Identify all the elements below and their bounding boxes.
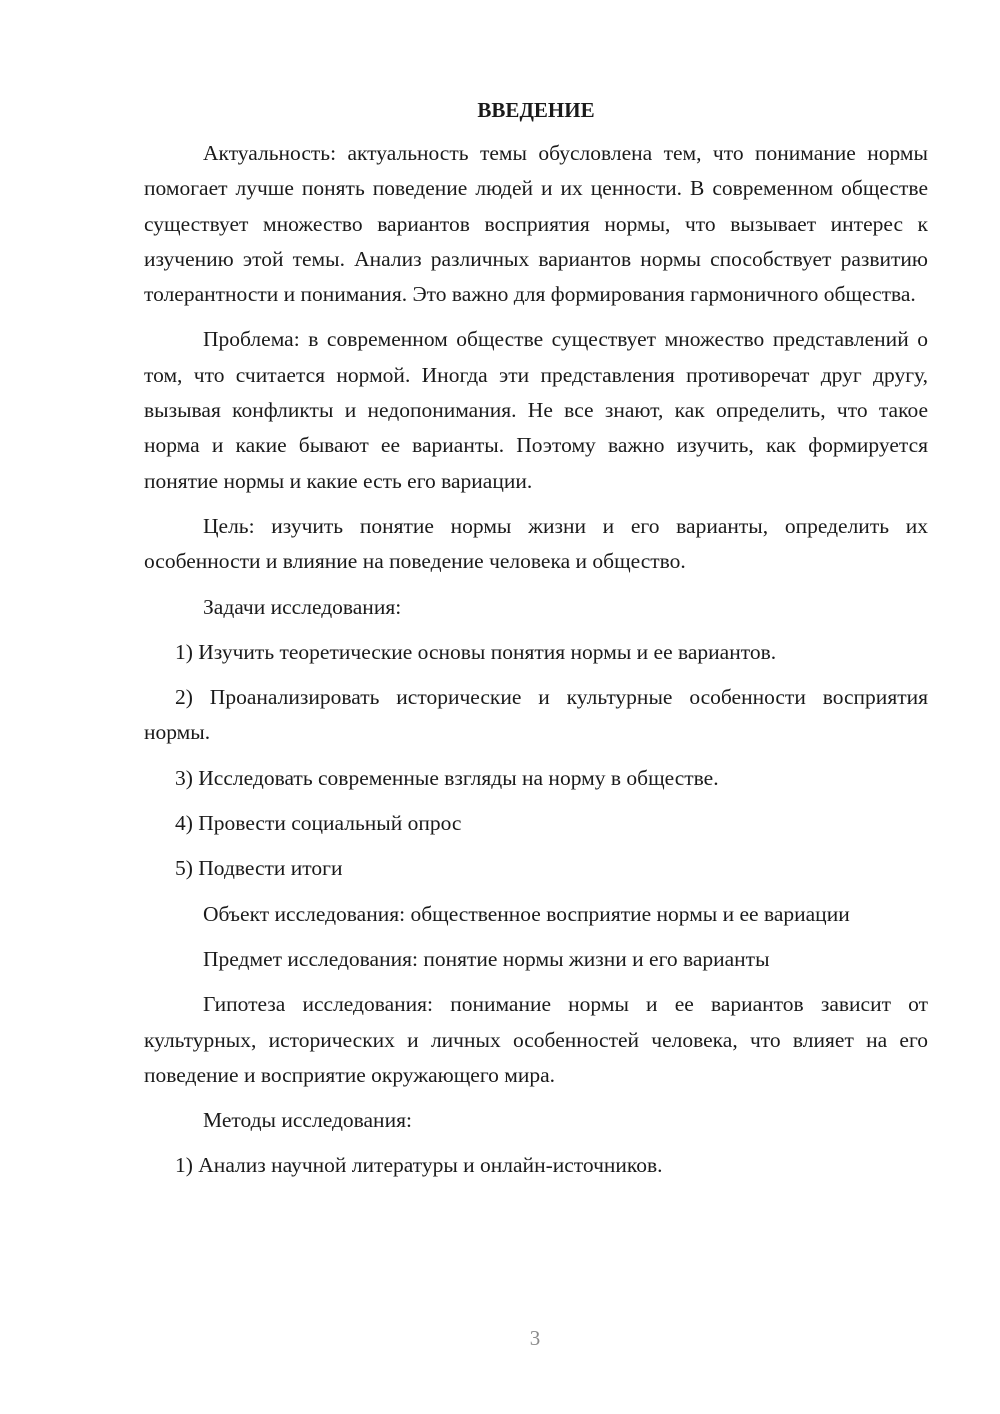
relevance-paragraph: Актуальность: актуальность темы обусловлена тем, что понимание нормы помогает лучше понять поведение людей и их ценности. В современном обществе существует множество вариантов восприятия нормы, что вызывает интерес к изучению этой темы. Анализ различных вариантов нормы способствует развитию толерантности и понимания. Это важно для формирования гармоничного общества. [144,141,928,307]
task-item: 1) Изучить теоретические основы понятия нормы и ее вариантов. [175,639,777,664]
document-page [144,94,928,1194]
problem-paragraph: Проблема: в современном обществе существует множество представлений о том, что считается нормой. Иногда эти представления противоречат друг другу, вызывая конфликты и недопонимания. Не все знают, как определить, что такое норма и какие бывают ее варианты. Поэтому важно изучить, как формируется понятие нормы и какие есть его вариации. [144,327,928,493]
task-item: 3) Исследовать современные взгляды на норму в обществе. [175,765,719,790]
goal-paragraph: Цель: изучить понятие нормы жизни и его варианты, определить их особенности и влияние на поведение человека и общество. [144,513,928,574]
task-item: 2) Проанализировать исторические и культурные особенности восприятия нормы. [144,685,928,745]
task-item: 5) Подвести итоги [175,856,343,881]
object-paragraph: Объект исследования: общественное восприятие нормы и ее вариации [203,901,850,926]
subject-paragraph: Предмет исследования: понятие нормы жизни и его варианты [203,946,770,971]
hypothesis-paragraph: Гипотеза исследования: понимание нормы и ее вариантов зависит от культурных, исторических и личных особенностей человека, что влияет на его поведение и восприятие окружающего мира. [144,992,928,1087]
methods-heading: Методы исследования: [203,1108,412,1133]
method-item: 1) Анализ научной литературы и онлайн-источников. [175,1153,663,1178]
page-number: 3 [529,1326,541,1350]
tasks-heading: Задачи исследования: [203,594,402,619]
section-title: ВВЕДЕНИЕ [477,98,595,122]
task-item: 4) Провести социальный опрос [175,811,462,836]
